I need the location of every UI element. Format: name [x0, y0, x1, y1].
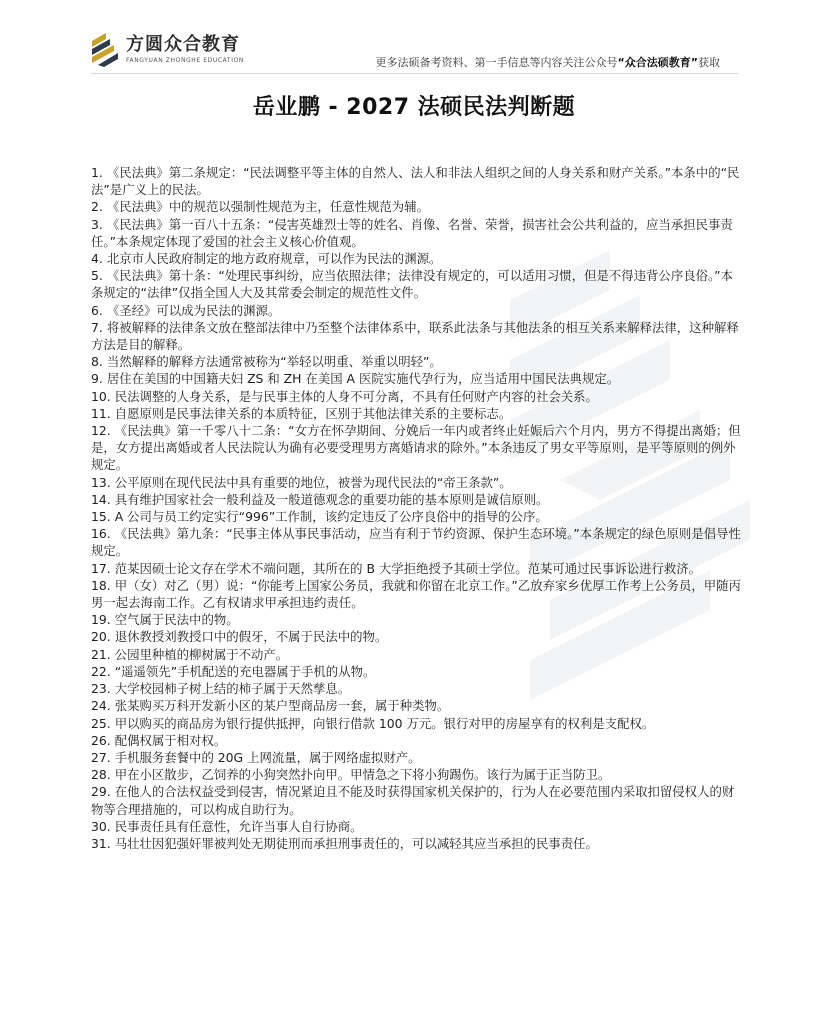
question-number: 31.	[91, 835, 111, 851]
question-text: 退休教授刘教授口中的假牙，不属于民法中的物。	[114, 629, 388, 645]
question-text: 马壮壮因犯强奸罪被判处无期徒刑而承担刑事责任的，可以减轻其应当承担的民事责任。	[114, 835, 598, 851]
question-item	[91, 474, 741, 491]
question-item	[91, 715, 741, 732]
question-item	[91, 783, 741, 817]
question-number: 20.	[91, 629, 111, 645]
header-note-highlight: “众合法硕教育”	[617, 56, 698, 69]
brand-logo	[90, 30, 244, 70]
question-item	[91, 508, 741, 525]
question-item	[91, 749, 741, 766]
page-title: 岳业鹏 - 2027 法硕民法判断题	[252, 95, 576, 120]
question-number: 15.	[91, 509, 111, 525]
question-text: A 公司与员工约定实行“996”工作制，该约定违反了公序良俗中的指导的公序。	[114, 509, 548, 525]
question-number: 26.	[91, 732, 111, 748]
question-number: 29.	[91, 784, 111, 800]
question-text: 甲以购买的商品房为银行提供抵押，向银行借款 100 万元。银行对甲的房屋享有的权利是支配权。	[114, 715, 655, 731]
question-text: 公平原则在现代民法中具有重要的地位，被誉为现代民法的“帝王条款”。	[114, 474, 512, 490]
question-item	[91, 611, 741, 628]
question-item	[91, 766, 741, 783]
question-number: 21.	[91, 646, 111, 662]
question-text: 空气属于民法中的物。	[114, 612, 239, 628]
question-item	[91, 164, 741, 198]
question-number: 10.	[91, 388, 111, 404]
question-number: 8.	[91, 354, 103, 370]
question-item	[91, 732, 741, 749]
question-text: 配偶权属于相对权。	[114, 732, 227, 748]
header-note-prefix: 更多法硕备考资料、第一手信息等内容关注公众号	[375, 56, 618, 69]
question-text: 张某购买万科开发新小区的某户型商品房一套，属于种类物。	[114, 698, 450, 714]
question-text: 自愿原则是民事法律关系的本质特征，区别于其他法律关系的主要标志。	[114, 405, 512, 421]
question-text: 北京市人民政府制定的地方政府规章，可以作为民法的渊源。	[106, 251, 442, 267]
question-number: 11.	[91, 405, 111, 421]
question-item	[91, 628, 741, 645]
question-text: 在他人的合法权益受到侵害，情况紧迫且不能及时获得国家机关保护的，行为人在必要范围内采取扣留侵权人的财物等合理措施的，可以构成自助行为。	[91, 784, 735, 817]
question-item	[91, 198, 741, 215]
question-number: 19.	[91, 612, 111, 628]
header-divider	[90, 73, 738, 74]
header-note-suffix: 获取	[698, 56, 720, 69]
question-text: 民法调整的人身关系，是与民事主体的人身不可分离，不具有任何财产内容的社会关系。	[114, 388, 598, 404]
question-item	[91, 697, 741, 714]
question-item	[91, 491, 741, 508]
question-text: 具有维护国家社会一般利益及一般道德观念的重要功能的基本原则是诚信原则。	[114, 491, 549, 507]
question-number: 27.	[91, 749, 111, 765]
question-text: 《圣经》可以成为民法的渊源。	[106, 302, 281, 318]
question-number: 18.	[91, 577, 111, 593]
question-number: 14.	[91, 491, 111, 507]
question-number: 1.	[91, 165, 103, 180]
question-number: 13.	[91, 474, 111, 490]
question-text: 《民法典》第一千零八十二条：“女方在怀孕期间、分娩后一年内或者终止妊娠后六个月内，男方不得提出离婚；但是，女方提出离婚或者人民法院认为确有必要受理男方离婚请求的除外。”本条违反了男女平等原则，是平等原则的例外规定。	[91, 423, 741, 473]
question-item	[91, 250, 741, 267]
question-text: 《民法典》中的规范以强制性规范为主，任意性规范为辅。	[106, 199, 429, 215]
question-number: 4.	[91, 251, 103, 267]
question-item	[91, 319, 741, 353]
logo-english-name: FANGYUAN ZHONGHE EDUCATION	[126, 57, 244, 64]
question-number: 28.	[91, 767, 111, 783]
question-number: 2.	[91, 199, 103, 215]
question-number: 9.	[91, 371, 103, 387]
question-text: 民事责任具有任意性，允许当事人自行协商。	[114, 818, 363, 834]
question-item	[91, 818, 741, 835]
question-list	[91, 164, 741, 852]
question-item	[91, 370, 741, 387]
question-text: 当然解释的解释方法通常被称为“举轻以明重、举重以明轻”。	[106, 354, 442, 370]
question-number: 17.	[91, 560, 111, 576]
question-item	[91, 646, 741, 663]
question-number: 30.	[91, 818, 111, 834]
logo-mark-icon	[90, 31, 120, 69]
question-item	[91, 353, 741, 370]
question-number: 6.	[91, 302, 103, 318]
question-item	[91, 405, 741, 422]
question-number: 3.	[91, 216, 103, 232]
question-item	[91, 835, 741, 852]
question-text: 《民法典》第十条：“处理民事纠纷，应当依照法律；法律没有规定的，可以适用习惯，但是不得违背公序良俗。”本条规定的“法律”仅指全国人大及其常委会制定的规范性文件。	[91, 268, 733, 301]
question-text: 居住在美国的中国籍夫妇 ZS 和 ZH 在美国 A 医院实施代孕行为，应当适用中国民法典规定。	[106, 371, 620, 387]
question-number: 5.	[91, 268, 103, 284]
question-text: 将被解释的法律条文放在整部法律中乃至整个法律体系中，联系此法条与其他法条的相互关系来解释法律，这种解释方法是目的解释。	[91, 319, 739, 353]
question-item	[91, 422, 741, 474]
question-text: 公园里种植的柳树属于不动产。	[114, 646, 289, 662]
question-text: 手机服务套餐中的 20G 上网流量，属于网络虚拟财产。	[114, 749, 421, 765]
question-item	[91, 267, 741, 301]
question-text: 大学校园柿子树上结的柿子属于天然孳息。	[114, 681, 351, 697]
question-item	[91, 216, 741, 250]
question-number: 23.	[91, 681, 111, 697]
question-item	[91, 577, 741, 611]
question-item	[91, 663, 741, 680]
question-text: “遥遥领先”手机配送的充电器属于手机的从物。	[114, 663, 376, 679]
question-text: 《民法典》第二条规定：“民法调整平等主体的自然人、法人和非法人组织之间的人身关系和财产关系。”本条中的“民法”是广义上的民法。	[91, 165, 740, 198]
header-note	[376, 54, 720, 70]
question-item	[91, 560, 741, 577]
question-item	[91, 680, 741, 697]
question-text: 《民法典》第一百八十五条：“侵害英雄烈士等的姓名、肖像、名誉、荣誉，损害社会公共利益的，应当承担民事责任。”本条规定体现了爱国的社会主义核心价值观。	[91, 216, 733, 249]
question-number: 25.	[91, 715, 111, 731]
question-number: 22.	[91, 663, 111, 679]
question-text: 范某因硕士论文存在学术不端问题，其所在的 B 大学拒绝授予其硕士学位。范某可通过民事诉讼进行救济。	[114, 560, 702, 576]
question-number: 12.	[91, 423, 111, 439]
question-number: 7.	[91, 319, 103, 335]
question-item	[91, 525, 741, 559]
question-item	[91, 302, 741, 319]
question-text: 《民法典》第九条：“民事主体从事民事活动，应当有利于节约资源、保护生态环境。”本条规定的绿色原则是倡导性规定。	[91, 526, 741, 559]
question-text: 甲在小区散步，乙饲养的小狗突然扑向甲。甲情急之下将小狗踢伤。该行为属于正当防卫。	[114, 767, 611, 783]
question-number: 16.	[91, 526, 111, 542]
question-item	[91, 388, 741, 405]
logo-chinese-name: 方圆众合教育	[126, 34, 240, 55]
question-number: 24.	[91, 698, 111, 714]
question-text: 甲（女）对乙（男）说：“你能考上国家公务员，我就和你留在北京工作。”乙放弃家乡优厚工作考上公务员，甲随丙男一起去海南工作。乙有权请求甲承担违约责任。	[91, 577, 741, 611]
